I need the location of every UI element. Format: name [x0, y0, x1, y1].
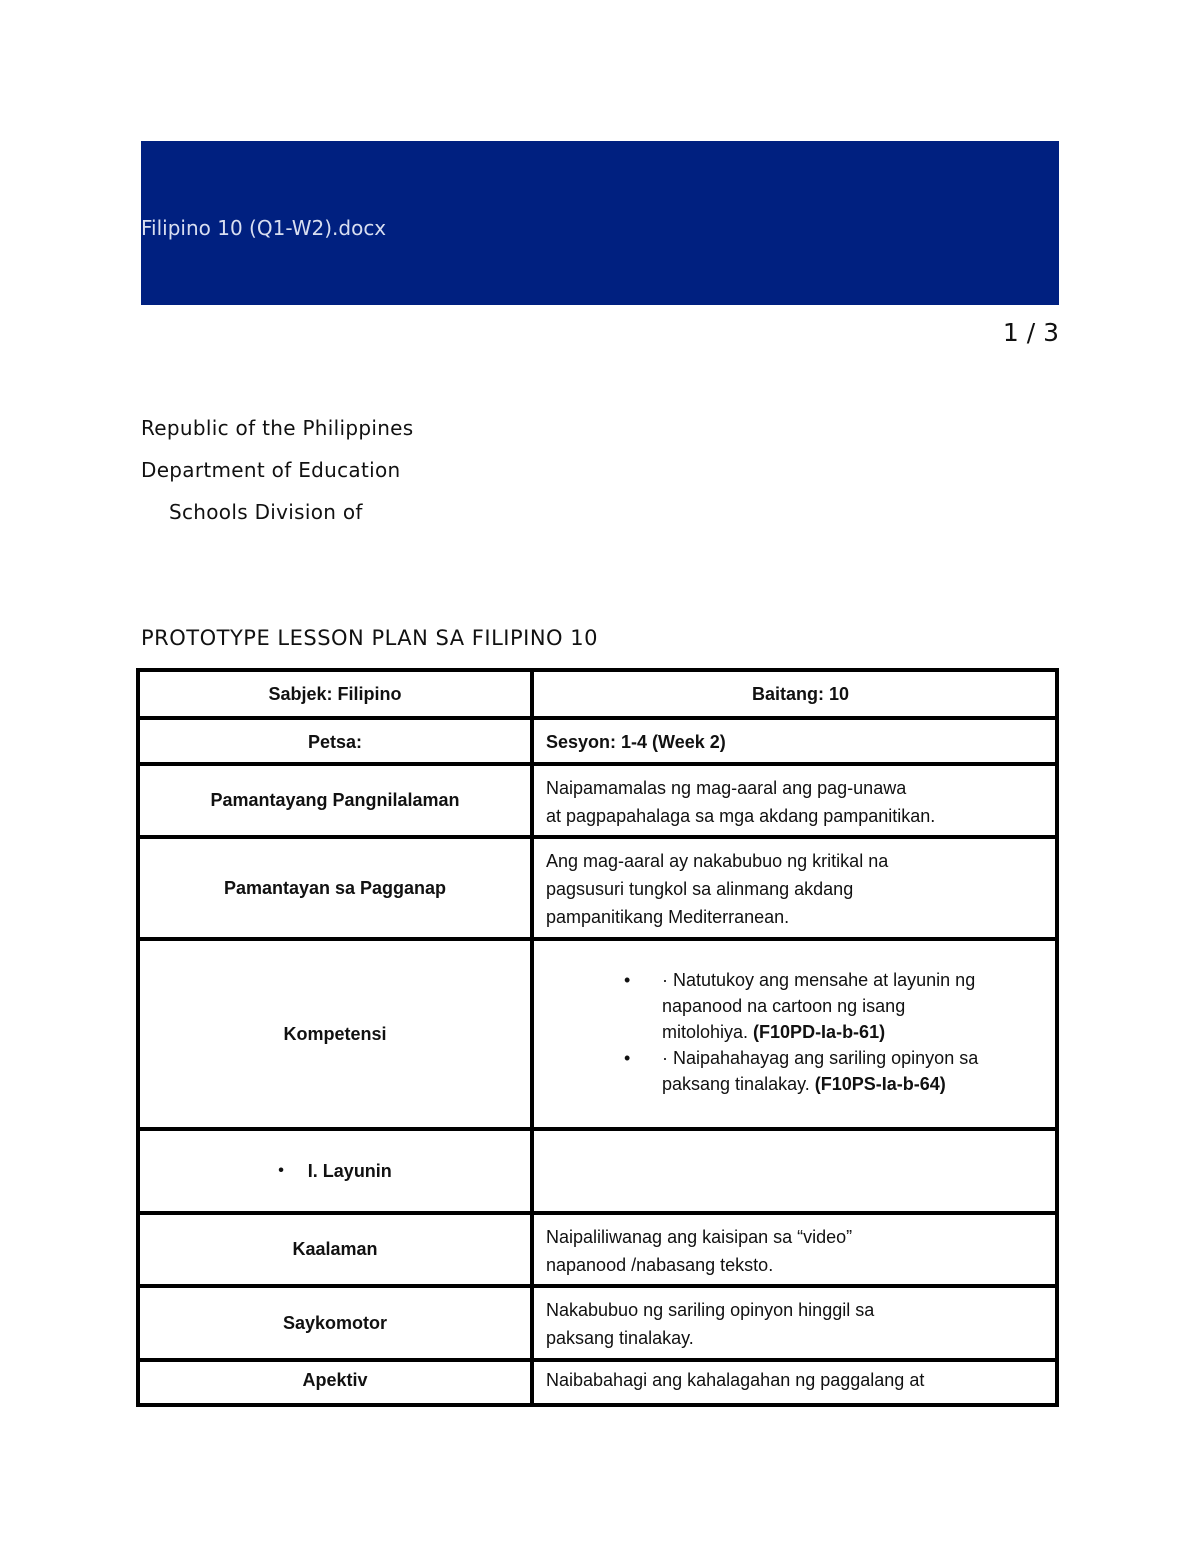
bullet-icon: • — [624, 1048, 631, 1068]
cell-text-line: pampanitikang Mediterranean. — [546, 907, 790, 927]
table-row — [138, 837, 1057, 939]
cell-pamantayan-sa-pagganap-value — [532, 837, 1057, 939]
item-text: mitolohiya. — [662, 1022, 754, 1042]
table-row — [138, 939, 1057, 1129]
cell-pamantayang-pangnilalaman — [138, 764, 532, 837]
table-row — [138, 1213, 1057, 1286]
cell-text: Petsa: — [307, 732, 363, 752]
table-row — [138, 1360, 1057, 1405]
cell-kompetensi-value — [532, 939, 1057, 1129]
cell-kaalaman-value — [532, 1213, 1057, 1286]
cell-pamantayan-sa-pagganap — [138, 837, 532, 939]
competency-code: (F10PS-Ia-b-64) — [814, 1074, 946, 1094]
cell-petsa — [138, 718, 532, 764]
list-item — [624, 1045, 1055, 1097]
cell-layunin-value — [532, 1129, 1057, 1213]
cell-text-line: pagsusuri tungkol sa alinmang akdang — [546, 879, 854, 899]
cell-kompetensi — [138, 939, 532, 1129]
cell-text: Baitang: 10 — [751, 684, 850, 704]
bullet-icon: • — [278, 1162, 284, 1179]
table-row — [138, 670, 1057, 718]
document-title: PROTOTYPE LESSON PLAN SA FILIPINO 10 — [141, 626, 598, 650]
document-filename: Filipino 10 (Q1-W2).docx — [141, 216, 387, 240]
header-republic: Republic of the Philippines — [141, 416, 414, 440]
cell-baitang — [532, 670, 1057, 718]
competency-code: (F10PD-Ia-b-61) — [753, 1022, 886, 1042]
item-text-line: · Naipahahayag ang sariling opinyon sa — [662, 1048, 979, 1068]
cell-text: Sabjek: Filipino — [268, 684, 402, 704]
cell-text-line: Naipamamalas ng mag-aaral ang pag-unawa — [546, 778, 907, 798]
cell-layunin — [138, 1129, 532, 1213]
competency-list — [534, 967, 1055, 1097]
table-row — [138, 718, 1057, 764]
cell-sabjek — [138, 670, 532, 718]
list-item — [624, 967, 1055, 1045]
item-text-line: · Natutukoy ang mensahe at layunin ng — [662, 970, 976, 990]
item-text-line — [662, 1019, 1055, 1045]
cell-pamantayang-pangnilalaman-value — [532, 764, 1057, 837]
cell-text-line: paksang tinalakay. — [546, 1328, 694, 1348]
cell-saykomotor — [138, 1286, 532, 1360]
cell-text: Pamantayan sa Pagganap — [223, 877, 447, 898]
cell-text-line: Nakabubuo ng sariling opinyon hinggil sa — [546, 1300, 875, 1320]
bullet-icon: • — [624, 970, 631, 990]
cell-text: Pamantayang Pangnilalaman — [210, 790, 460, 810]
cell-text — [546, 1131, 1055, 1139]
cell-text: I. Layunin — [307, 1160, 392, 1181]
cell-text: Kaalaman — [292, 1239, 378, 1259]
page-indicator: 1 / 3 — [1002, 318, 1059, 347]
cell-kaalaman — [138, 1213, 532, 1286]
cell-text: Saykomotor — [282, 1312, 388, 1333]
item-text-line: napanood na cartoon ng isang — [662, 996, 906, 1016]
cell-text-line: Ang mag-aaral ay nakabubuo ng kritikal na — [546, 851, 889, 871]
table-row — [138, 764, 1057, 837]
table-row — [138, 1286, 1057, 1360]
cell-text: Kompetensi — [283, 1023, 387, 1044]
cell-text-line: Naipaliliwanag ang kaisipan sa “video” — [546, 1227, 853, 1247]
cell-apektiv — [138, 1360, 532, 1405]
header-department: Department of Education — [141, 458, 401, 482]
item-text-line — [662, 1071, 1055, 1097]
item-text: paksang tinalakay. — [662, 1074, 815, 1094]
cell-text: Apektiv — [302, 1370, 368, 1390]
cell-text-line: at pagpapahalaga sa mga akdang pampanitikan. — [546, 806, 936, 826]
cell-apektiv-value — [532, 1360, 1057, 1405]
cell-sesyon — [532, 718, 1057, 764]
cell-text-line: napanood /nabasang teksto. — [546, 1255, 774, 1275]
cell-saykomotor-value — [532, 1286, 1057, 1360]
cell-text: Sesyon: 1-4 (Week 2) — [546, 732, 726, 752]
lesson-plan-table — [136, 668, 1059, 1407]
cell-text: Naibabahagi ang kahalagahan ng paggalang at — [546, 1370, 925, 1390]
table-row — [138, 1129, 1057, 1213]
header-division: Schools Division of — [169, 500, 363, 524]
